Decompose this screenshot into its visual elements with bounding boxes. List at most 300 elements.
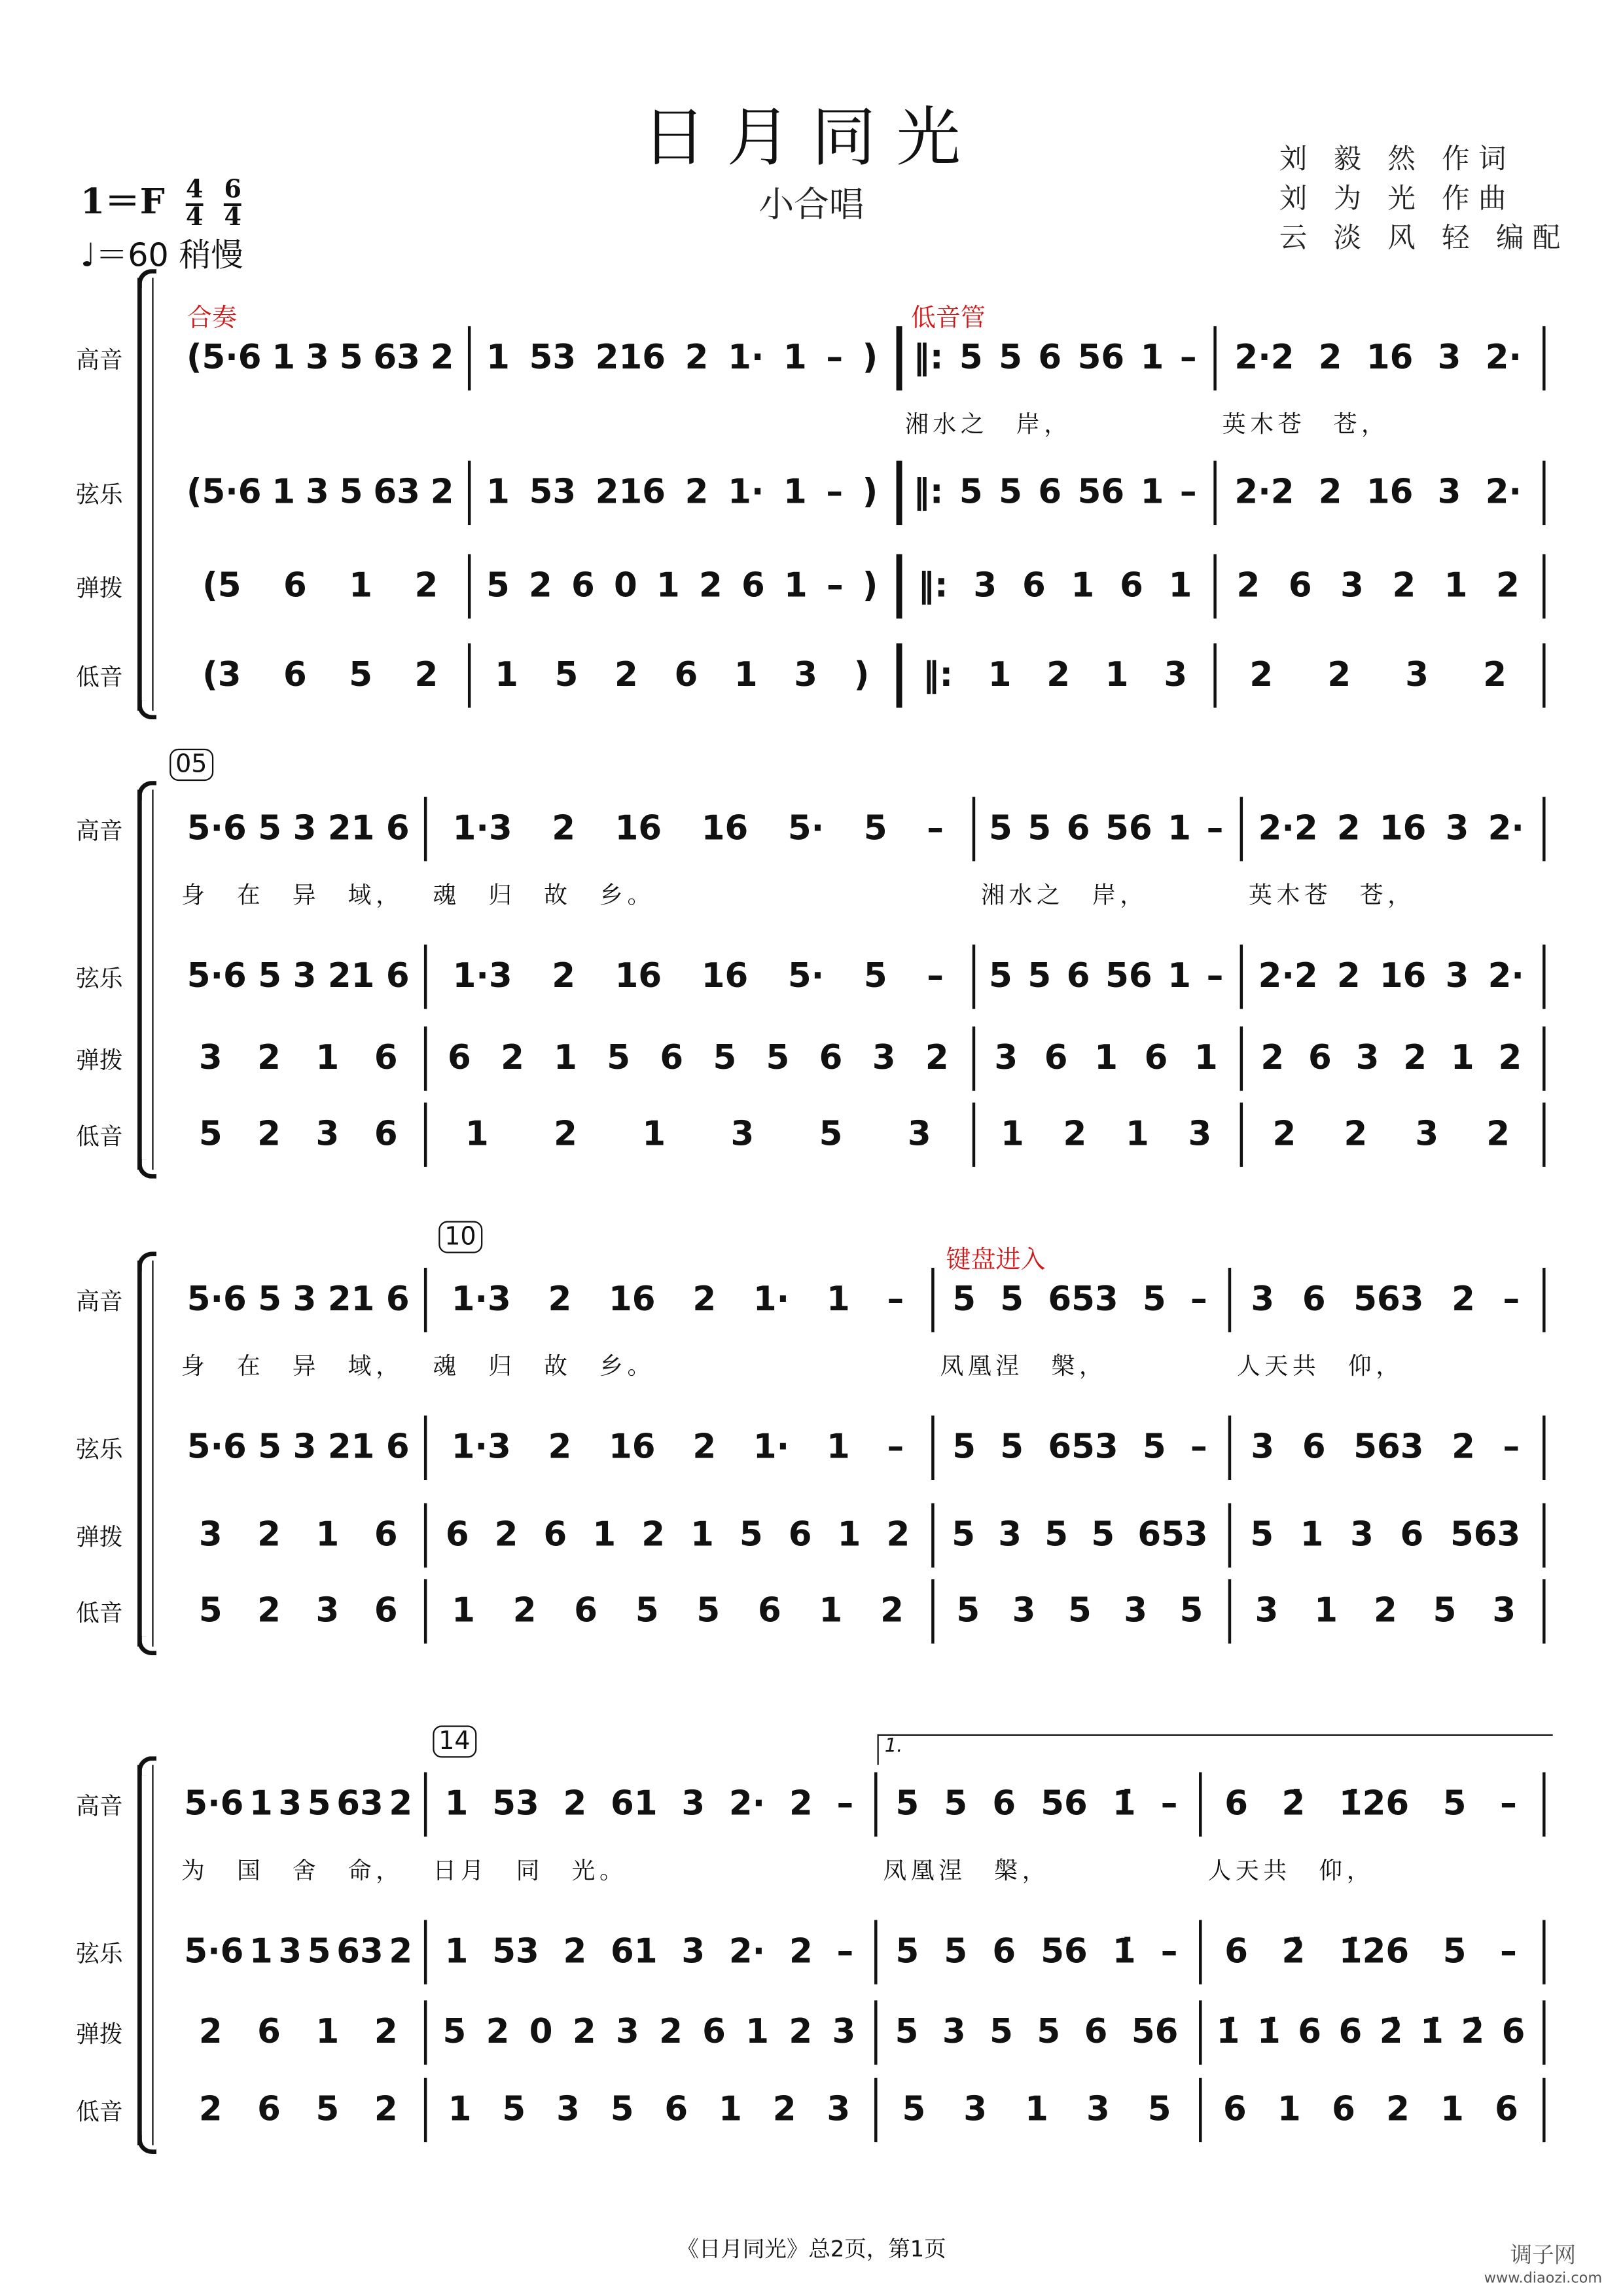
barline	[424, 1920, 426, 1984]
measure-plucked	[433, 1516, 922, 1554]
note-group: 5	[258, 810, 282, 848]
note-group: 2	[1318, 339, 1342, 378]
part-label: 弹拨	[76, 1046, 123, 1075]
note-group: 3	[1086, 2090, 1110, 2129]
note-group: 2	[1498, 1039, 1522, 1078]
note-group: 1	[1000, 1115, 1024, 1154]
note-group: –	[1500, 1785, 1517, 1824]
note-group: 3	[293, 958, 317, 996]
note-group: 5	[258, 1281, 282, 1319]
barline	[468, 461, 470, 525]
lyric-text: 英木苍 苍，	[1222, 410, 1389, 439]
key: 1＝F	[80, 179, 165, 223]
lyric-text: 为 国 舍 命，	[181, 1856, 404, 1884]
note-group: 53	[529, 339, 577, 378]
note-group: 5	[610, 2090, 634, 2129]
note-group: 2	[501, 1039, 524, 1078]
measure-bass	[181, 656, 459, 694]
barline	[1543, 944, 1544, 1009]
note-group: 5	[1067, 1592, 1092, 1631]
note-group: 1	[444, 1785, 469, 1824]
note-group: ‖:	[913, 473, 944, 512]
measure-bass	[1207, 2091, 1533, 2129]
note-group: 6	[571, 567, 595, 605]
note-group: 2	[1486, 1115, 1510, 1154]
measure-soprano	[883, 1785, 1190, 1823]
barline	[1228, 1579, 1230, 1643]
note-group: 3	[730, 1115, 755, 1154]
barline	[1199, 2000, 1201, 2064]
barline	[931, 1579, 933, 1643]
measure-soprano	[181, 1785, 415, 1823]
note-group: 5	[959, 473, 983, 512]
note-group: 5	[339, 473, 363, 512]
note-group: 1̇	[1112, 1933, 1136, 1971]
note-group: 6	[1022, 567, 1046, 605]
system-bracket	[137, 1261, 151, 1647]
note-group: 6	[1224, 1933, 1248, 1971]
note-group: 1	[1071, 567, 1095, 605]
note-group: 2	[1386, 2090, 1410, 2129]
note-group: 2̇	[1281, 1933, 1306, 1971]
note-group: 6	[664, 2090, 688, 2129]
note-group: 2	[1318, 473, 1342, 512]
measure-strings	[181, 1429, 415, 1467]
note-group: 63	[336, 1933, 383, 1971]
note-group: 1	[1194, 1039, 1218, 1078]
note-group: 2	[257, 1592, 281, 1631]
note-group: –	[1190, 1281, 1207, 1319]
note-group: 3	[293, 810, 317, 848]
system-line	[152, 789, 153, 1170]
measure-strings	[181, 1933, 415, 1971]
note-group: 2	[659, 2013, 683, 2052]
barline	[1213, 554, 1215, 619]
note-group: 3	[1124, 1592, 1148, 1631]
note-group: 5	[944, 1933, 968, 1971]
note-group: 6	[1066, 958, 1090, 996]
barline	[468, 643, 470, 708]
note-group: 3	[293, 1281, 317, 1319]
note-group: 5	[1000, 1281, 1024, 1319]
measure-bass	[1249, 1116, 1534, 1154]
note-group: 16	[609, 1281, 656, 1319]
note-group: 3	[1188, 1115, 1212, 1154]
note-group: 1̇26	[1338, 1933, 1410, 1971]
barline	[1240, 797, 1242, 861]
system-bracket	[137, 1765, 151, 2145]
measure-soprano	[981, 810, 1231, 848]
note-group: 56	[1131, 2013, 1179, 2052]
part-label: 弦乐	[76, 964, 123, 992]
note-group: 2·	[728, 1933, 766, 1971]
note-group: 2	[374, 2090, 398, 2129]
note-group: 1	[1140, 339, 1164, 378]
note-group: 6	[1223, 2090, 1247, 2129]
note-group: 63	[373, 339, 420, 378]
note-group: 1	[656, 567, 680, 605]
lyric-text: 人天共 仰，	[1207, 1856, 1375, 1884]
note-group: 1	[486, 473, 510, 512]
barline	[1543, 1920, 1544, 1984]
part-label: 弦乐	[76, 1939, 123, 1968]
note-group: 5·6	[187, 1281, 247, 1319]
note-group: 61	[611, 1933, 658, 1971]
barline	[468, 326, 470, 390]
measure-strings	[1237, 1429, 1534, 1467]
lyric-text: 人天共 仰，	[1237, 1352, 1404, 1380]
lyric-text: 凤凰涅 槃，	[940, 1352, 1107, 1380]
measure-strings	[1222, 474, 1534, 512]
note-group: 5	[1000, 1428, 1024, 1467]
barline	[424, 1503, 426, 1568]
rehearsal-mark: 10	[438, 1221, 482, 1253]
note-group: 2	[880, 1592, 904, 1631]
note-group: 3	[1355, 1039, 1380, 1078]
note-group: 2	[789, 1933, 813, 1971]
part-label: 低音	[76, 1599, 123, 1627]
measure-strings	[181, 474, 459, 512]
note-group: 2	[1483, 656, 1507, 695]
note-group: 1̇	[1216, 2013, 1240, 2052]
note-group: 56	[1041, 1785, 1088, 1824]
note-group: 5·6	[187, 810, 247, 848]
tempo-marking: ♩＝60 稍慢	[80, 238, 243, 276]
note-group: 5	[990, 2013, 1013, 2052]
note-group: 6	[1400, 1516, 1424, 1554]
note-group: 6	[992, 1785, 1016, 1824]
note-group: 6	[1224, 1785, 1248, 1824]
note-group: 1	[249, 1785, 273, 1824]
note-group: 6	[1332, 2090, 1355, 2129]
note-group: 21	[327, 810, 375, 848]
credits	[1279, 140, 1569, 259]
note-group: 0	[613, 567, 637, 605]
note-group: 5	[895, 1933, 919, 1971]
note-group: 1·	[753, 1428, 790, 1467]
note-group: 2	[1452, 1428, 1475, 1467]
note-group: 1	[1168, 567, 1192, 605]
note-group: 2	[257, 1115, 281, 1154]
note-group: 3	[1350, 1516, 1374, 1554]
note-group: (5·6	[186, 473, 262, 512]
measure-plucked	[883, 2013, 1190, 2051]
note-group: 2̇	[1379, 2013, 1403, 2052]
note-group: 6	[543, 1516, 567, 1554]
note-group: 2	[1336, 958, 1361, 996]
note-group: 1	[1140, 473, 1164, 512]
barline	[931, 1503, 933, 1568]
note-group: 1	[1094, 1039, 1118, 1078]
note-group: –	[1503, 1281, 1520, 1319]
note-group: 2	[1236, 567, 1260, 605]
note-group: 56	[1077, 473, 1125, 512]
lyric-text: 身 在 异 域，	[181, 1352, 404, 1380]
note-group: 6	[385, 1281, 410, 1319]
note-group: 21	[327, 1428, 375, 1467]
note-group: 5	[952, 1428, 976, 1467]
note-group: 3	[615, 2013, 639, 2052]
note-group: 6	[385, 1428, 410, 1467]
note-group: 3	[963, 2090, 988, 2129]
note-group: 1	[837, 1516, 861, 1554]
note-group: 1	[448, 2090, 472, 2129]
measure-soprano	[181, 1281, 415, 1319]
note-group: 1	[1440, 2090, 1464, 2129]
note-group: 5	[635, 1592, 659, 1631]
note-group: 2·	[1485, 473, 1522, 512]
note-group: 2	[772, 2090, 796, 2129]
note-group: –	[836, 1933, 854, 1971]
note-group: 3	[1415, 1115, 1439, 1154]
note-group: 2	[389, 1933, 413, 1971]
barline	[1213, 643, 1215, 708]
measure-strings	[981, 958, 1231, 996]
note-group: (5·6	[186, 339, 262, 378]
note-group: 1	[783, 339, 807, 378]
barline	[1228, 1416, 1230, 1480]
note-group: 2	[494, 1516, 518, 1554]
rehearsal-mark: 14	[433, 1725, 476, 1757]
note-group: 5	[1179, 1592, 1204, 1631]
barline	[1199, 1772, 1201, 1837]
note-group: 3	[306, 339, 329, 378]
note-group: 5	[486, 567, 510, 605]
barline	[897, 461, 902, 525]
note-group: 5	[739, 1516, 763, 1554]
note-group: 6	[1298, 2013, 1322, 2052]
note-group: 5	[766, 1039, 790, 1078]
barline	[424, 797, 426, 861]
measure-strings	[433, 1429, 922, 1467]
lyric-text: 湘水之 岸，	[981, 881, 1148, 909]
note-group: 6	[660, 1039, 684, 1078]
note-group: ‖:	[913, 339, 944, 378]
barline	[1543, 1503, 1544, 1568]
measure-soprano	[1237, 1281, 1534, 1319]
note-group: 2	[430, 339, 454, 378]
note-group: 1	[642, 1115, 666, 1154]
note-group: 5	[1091, 1516, 1115, 1554]
note-group: 2̇	[1281, 1785, 1306, 1824]
measure-bass	[433, 2091, 865, 2129]
note-group: 5	[819, 1115, 843, 1154]
key-signature	[80, 173, 241, 230]
lyric-text: 魂 归 故 乡。	[433, 1352, 655, 1380]
note-group: –	[836, 1785, 854, 1824]
note-group: 3	[681, 1785, 705, 1824]
barline	[1240, 1026, 1242, 1090]
note-group: 2	[1260, 1039, 1285, 1078]
note-group: 216	[595, 339, 666, 378]
measure-bass	[940, 1592, 1220, 1630]
note-group: 3	[998, 1516, 1022, 1554]
measure-strings	[433, 958, 963, 996]
note-group: 1	[783, 567, 808, 605]
song-title: 日月同光	[641, 101, 982, 176]
note-group: 3	[306, 473, 329, 512]
note-group: 5	[696, 1592, 721, 1631]
note-group: 21	[327, 958, 375, 996]
note-group: 3	[942, 2013, 966, 2052]
note-group: 563	[1353, 1281, 1424, 1319]
note-group: 16	[615, 810, 662, 848]
note-group: 2	[1392, 567, 1416, 605]
note-group: 1	[249, 1933, 273, 1971]
note-group: 6	[1501, 2013, 1525, 2052]
note-group: –	[887, 1281, 904, 1319]
note-group: 1̇	[1257, 2013, 1281, 2052]
note-group: 1	[1314, 1592, 1338, 1631]
note-group: 56	[1105, 958, 1152, 996]
note-group: 5	[952, 1516, 976, 1554]
measure-plucked	[905, 567, 1205, 605]
note-group: 2·	[1488, 810, 1524, 848]
volta-bracket: 1.	[878, 1734, 1553, 1765]
barline	[1543, 1772, 1544, 1837]
barline	[1543, 2000, 1544, 2064]
part-label: 弦乐	[76, 1435, 123, 1463]
lyric-text: 日月 同 光。	[433, 1856, 628, 1884]
note-group: 61	[611, 1785, 658, 1824]
note-group: 3	[278, 1933, 302, 1971]
note-group: 3	[278, 1785, 302, 1824]
time-signature-4-4: $\frac{4}{4}$	[185, 174, 204, 232]
arranger: 云 淡 风 轻 编配	[1279, 222, 1569, 255]
note-group: 2	[789, 2013, 813, 2052]
lyric-text: 英木苍 苍，	[1249, 881, 1416, 909]
note-group: 1	[1025, 2090, 1048, 2129]
performance-annotation: 键盘进入	[946, 1246, 1046, 1276]
system-bracket	[137, 789, 151, 1170]
note-group: 2	[1327, 656, 1351, 695]
note-group: –	[826, 567, 844, 605]
note-group: 3	[315, 1592, 340, 1631]
note-group: 6	[1066, 810, 1090, 848]
note-group: 3	[1251, 1428, 1275, 1467]
note-group: 2	[692, 1428, 717, 1467]
note-group: 6	[741, 567, 765, 605]
note-group: 1̇	[1112, 1785, 1136, 1824]
note-group: 1	[1105, 656, 1129, 695]
note-group: 3	[827, 2090, 851, 2129]
note-group: –	[1190, 1428, 1207, 1467]
note-group: 1̇26	[1338, 1785, 1410, 1824]
measure-soprano	[940, 1281, 1220, 1319]
measure-plucked	[181, 2013, 415, 2051]
note-group: 6	[1084, 2013, 1108, 2052]
note-group: 6	[757, 1592, 781, 1631]
note-group: –	[826, 473, 844, 512]
note-group: 2	[1336, 810, 1361, 848]
barline	[424, 2000, 426, 2064]
note-group: –	[1503, 1428, 1520, 1467]
note-group: 63	[336, 1785, 383, 1824]
note-group: 3	[1445, 958, 1469, 996]
note-group: 1	[826, 1281, 850, 1319]
note-group: 6	[1302, 1281, 1326, 1319]
note-group: 5	[999, 473, 1022, 512]
note-group: 5	[959, 339, 983, 378]
measure-plucked	[1207, 2013, 1533, 2051]
note-group: 6	[1495, 2090, 1518, 2129]
note-group: 0	[529, 2013, 553, 2052]
note-group: 1	[745, 2013, 770, 2052]
note-group: 5·6	[187, 958, 247, 996]
note-group: (5	[202, 567, 241, 605]
barline	[468, 554, 470, 619]
note-group: 5	[1142, 1428, 1166, 1467]
measure-strings	[433, 1933, 865, 1971]
barline	[1543, 1416, 1544, 1480]
note-group: 3	[681, 1933, 705, 1971]
note-group: 1	[444, 1933, 469, 1971]
measure-soprano	[476, 339, 887, 377]
note-group: ‖:	[922, 656, 954, 695]
barline	[1240, 1103, 1242, 1167]
measure-soprano	[433, 810, 963, 848]
measure-plucked	[181, 1516, 415, 1554]
barline	[1228, 1268, 1230, 1332]
barline	[1228, 1503, 1230, 1568]
measure-strings	[1249, 958, 1534, 996]
barline	[1543, 2078, 1544, 2142]
note-group: 53	[492, 1785, 539, 1824]
part-label: 低音	[76, 1122, 123, 1151]
note-group: 5	[349, 656, 373, 695]
note-group: 56	[1077, 339, 1125, 378]
note-group: 2	[1272, 1115, 1296, 1154]
part-label: 高音	[76, 346, 123, 374]
note-group: 2	[414, 656, 438, 695]
barline	[1543, 1579, 1544, 1643]
measure-plucked	[476, 567, 887, 605]
rehearsal-mark: 05	[169, 749, 213, 781]
note-group: –	[1206, 958, 1224, 996]
measure-strings	[476, 474, 887, 512]
note-group: 5	[339, 339, 363, 378]
note-group: –	[826, 339, 844, 378]
measure-strings	[905, 474, 1205, 512]
note-group: 2·2	[1234, 339, 1294, 378]
note-group: 2	[198, 2013, 223, 2052]
note-group: 2	[685, 473, 709, 512]
barline	[972, 797, 974, 861]
note-group: 3	[994, 1039, 1018, 1078]
note-group: 3	[832, 2013, 856, 2052]
measure-strings	[883, 1933, 1190, 1971]
note-group: 3	[1492, 1592, 1516, 1631]
note-group: 16	[615, 958, 662, 996]
note-group: 2	[1063, 1115, 1087, 1154]
note-group: 1	[826, 1428, 850, 1467]
note-group: 1	[315, 2013, 340, 2052]
note-group: 2	[1403, 1039, 1427, 1078]
measure-soprano	[433, 1281, 922, 1319]
note-group: 6	[574, 1592, 598, 1631]
system-line	[152, 1261, 153, 1647]
note-group: 5	[1147, 2090, 1171, 2129]
page-footer: 《日月同光》总2页，第1页	[677, 2236, 946, 2263]
note-group: 5	[198, 1592, 223, 1631]
measure-bass	[981, 1116, 1231, 1154]
note-group: 5	[713, 1039, 737, 1078]
barline	[897, 643, 902, 708]
note-group: 1	[272, 339, 296, 378]
note-group: 6	[257, 2013, 281, 2052]
note-group: 1	[452, 1592, 475, 1631]
system-line	[152, 278, 153, 710]
